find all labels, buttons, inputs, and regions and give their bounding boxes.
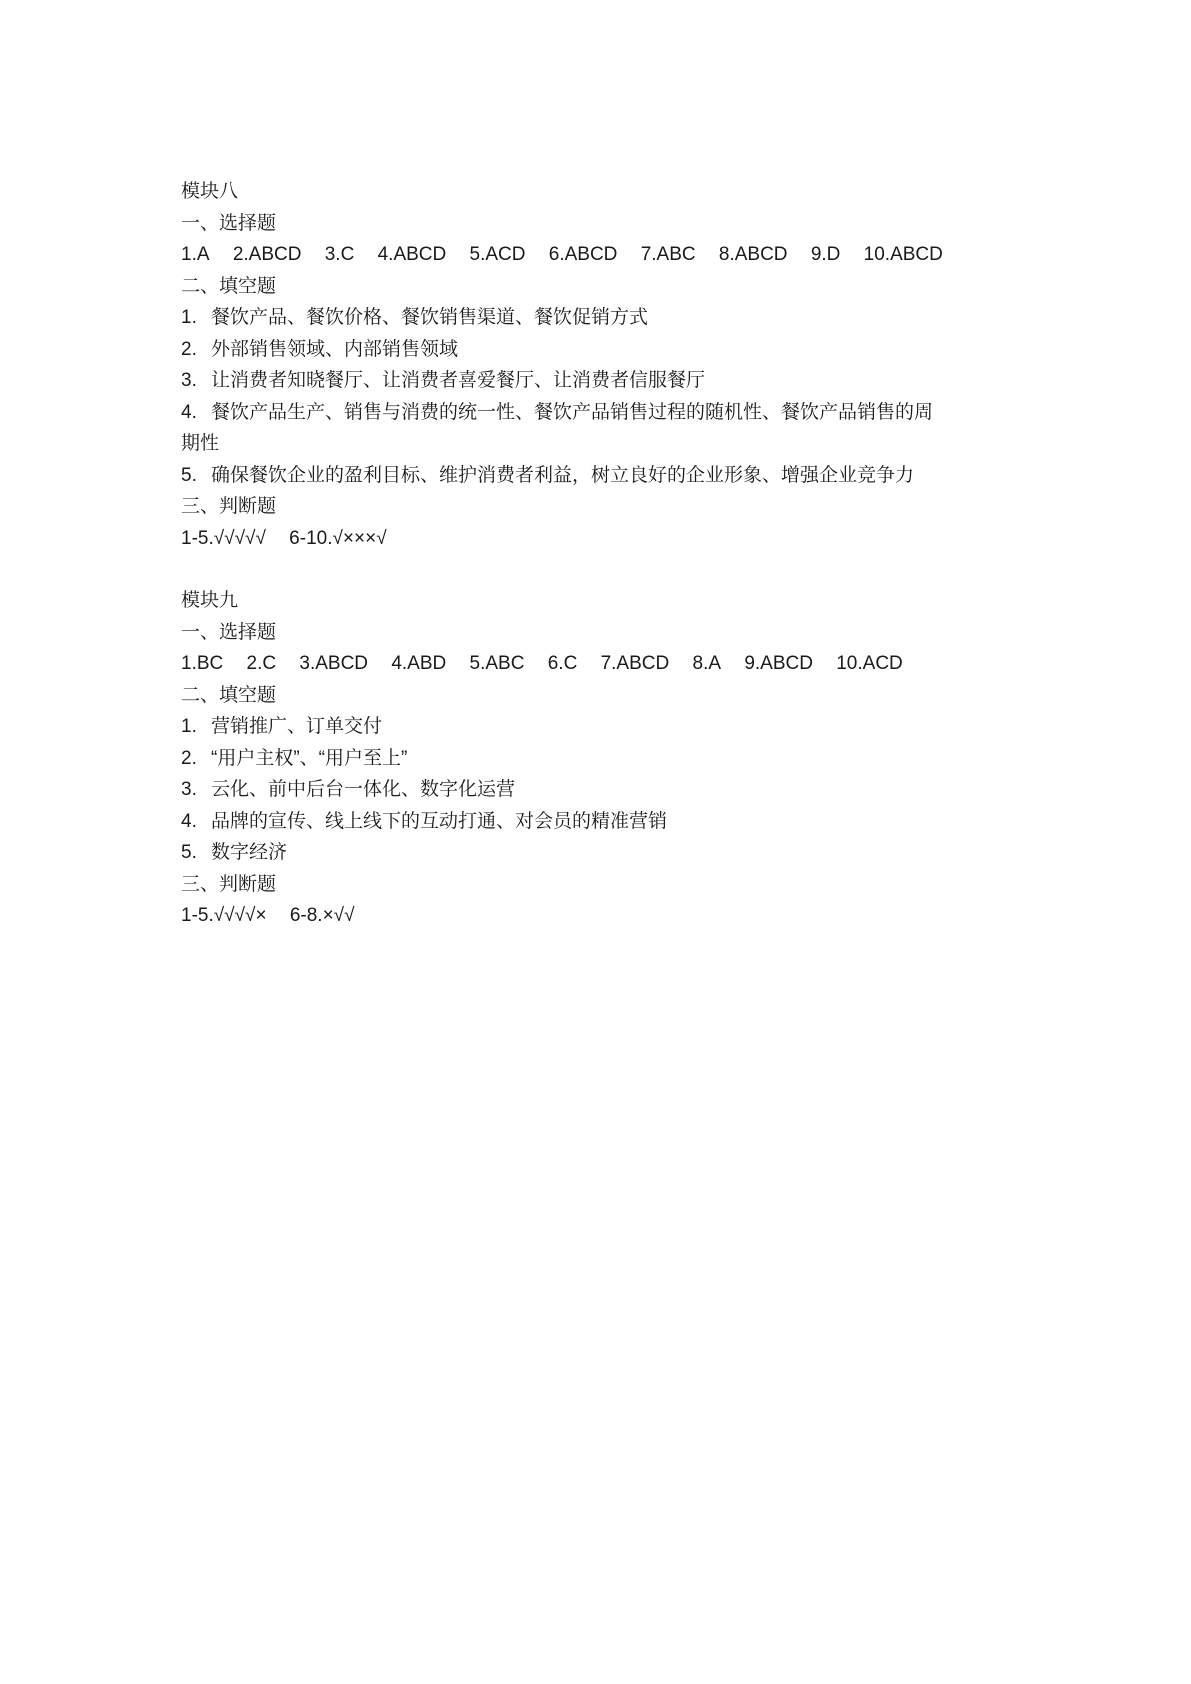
choice-heading: 一、选择题 bbox=[181, 621, 277, 643]
choice-answer: 9.D bbox=[810, 244, 841, 265]
fill-heading: 二、填空题 bbox=[181, 275, 277, 297]
fill-item-text: 云化、前中后台一体化、数字化运营 bbox=[211, 779, 516, 800]
choice-answer: 7.ABC bbox=[640, 244, 696, 265]
judge-heading: 三、判断题 bbox=[181, 873, 277, 895]
choice-heading: 一、选择题 bbox=[181, 212, 277, 234]
fill-item-text: 餐饮产品、餐饮价格、餐饮销售渠道、餐饮促销方式 bbox=[211, 307, 649, 328]
fill-item-continuation: 期性 bbox=[181, 433, 220, 454]
fill-item-text: 外部销售领域、内部销售领域 bbox=[211, 338, 459, 360]
choice-answer: 2.ABCD bbox=[232, 244, 302, 265]
answer-content bbox=[181, 176, 1041, 932]
fill-item bbox=[181, 774, 1041, 806]
fill-item bbox=[181, 743, 1041, 775]
fill-item bbox=[181, 460, 1041, 492]
section-spacer bbox=[181, 554, 1041, 585]
fill-item-text: 品牌的宣传、线上线下的互动打通、对会员的精准营销 bbox=[211, 810, 668, 832]
fill-item bbox=[181, 302, 1041, 334]
fill-item bbox=[181, 806, 1041, 838]
choice-answer: 3.ABCD bbox=[299, 653, 369, 674]
judge-answer-row bbox=[181, 900, 1041, 932]
choice-answer: 2.C bbox=[246, 653, 277, 674]
fill-item-text: 数字经济 bbox=[211, 842, 288, 863]
choice-answer-row bbox=[181, 648, 1041, 680]
choice-answer: 5.ABC bbox=[469, 653, 525, 674]
fill-item-number: 5. bbox=[181, 464, 197, 486]
choice-answer: 6.ABCD bbox=[548, 244, 618, 265]
choice-answer: 1.A bbox=[181, 244, 210, 265]
judge-heading: 三、判断题 bbox=[181, 496, 277, 517]
fill-item-number: 3. bbox=[181, 370, 197, 391]
choice-answer: 9.ABCD bbox=[744, 653, 813, 674]
choice-answer: 4.ABD bbox=[391, 653, 447, 674]
fill-item-text: 餐饮产品生产、销售与消费的统一性、餐饮产品销售过程的随机性、餐饮产品销售的周 bbox=[211, 401, 934, 423]
choice-answer: 8.A bbox=[692, 653, 722, 674]
fill-item-number: 4. bbox=[181, 401, 197, 423]
fill-item bbox=[181, 397, 1041, 429]
choice-answer: 7.ABCD bbox=[600, 653, 670, 674]
choice-answer: 10.ACD bbox=[836, 653, 903, 674]
module-title: 模块八 bbox=[181, 181, 239, 202]
choice-answer: 8.ABCD bbox=[718, 244, 788, 265]
choice-answer: 4.ABCD bbox=[377, 244, 447, 265]
module-section-8 bbox=[181, 176, 1041, 554]
choice-answer: 1.BC bbox=[181, 653, 224, 674]
fill-item-text: “用户主权”、“用户至上” bbox=[211, 747, 408, 769]
choice-answer-row bbox=[181, 239, 1041, 271]
choice-answer: 10.ABCD bbox=[863, 244, 943, 265]
fill-item-number: 4. bbox=[181, 810, 197, 832]
judge-answer-row bbox=[181, 523, 1041, 555]
fill-item-number: 2. bbox=[181, 747, 197, 769]
fill-item bbox=[181, 837, 1041, 869]
fill-item-number: 1. bbox=[181, 716, 197, 737]
judge-answer: 6-8.×√√ bbox=[289, 905, 355, 926]
fill-item-text: 让消费者知晓餐厅、让消费者喜爱餐厅、让消费者信服餐厅 bbox=[211, 370, 706, 391]
judge-answer: 6-10.√×××√ bbox=[289, 527, 387, 549]
fill-item-number: 3. bbox=[181, 779, 197, 800]
choice-answer: 5.ACD bbox=[469, 244, 526, 265]
fill-item bbox=[181, 334, 1041, 366]
fill-item-number: 2. bbox=[181, 338, 197, 360]
fill-item bbox=[181, 711, 1041, 743]
fill-item-number: 5. bbox=[181, 842, 197, 863]
fill-item-number: 1. bbox=[181, 307, 197, 328]
module-title: 模块九 bbox=[181, 590, 239, 611]
judge-answer: 1-5.√√√√√ bbox=[181, 527, 266, 549]
fill-item bbox=[181, 365, 1041, 397]
choice-answer: 3.C bbox=[324, 244, 355, 265]
module-section-9 bbox=[181, 585, 1041, 932]
judge-answer: 1-5.√√√√× bbox=[181, 905, 267, 926]
fill-item-text: 确保餐饮企业的盈利目标、维护消费者利益，树立良好的企业形象、增强企业竞争力 bbox=[211, 464, 915, 486]
choice-answer: 6.C bbox=[547, 653, 578, 674]
fill-heading: 二、填空题 bbox=[181, 684, 277, 706]
fill-item-text: 营销推广、订单交付 bbox=[211, 716, 383, 737]
